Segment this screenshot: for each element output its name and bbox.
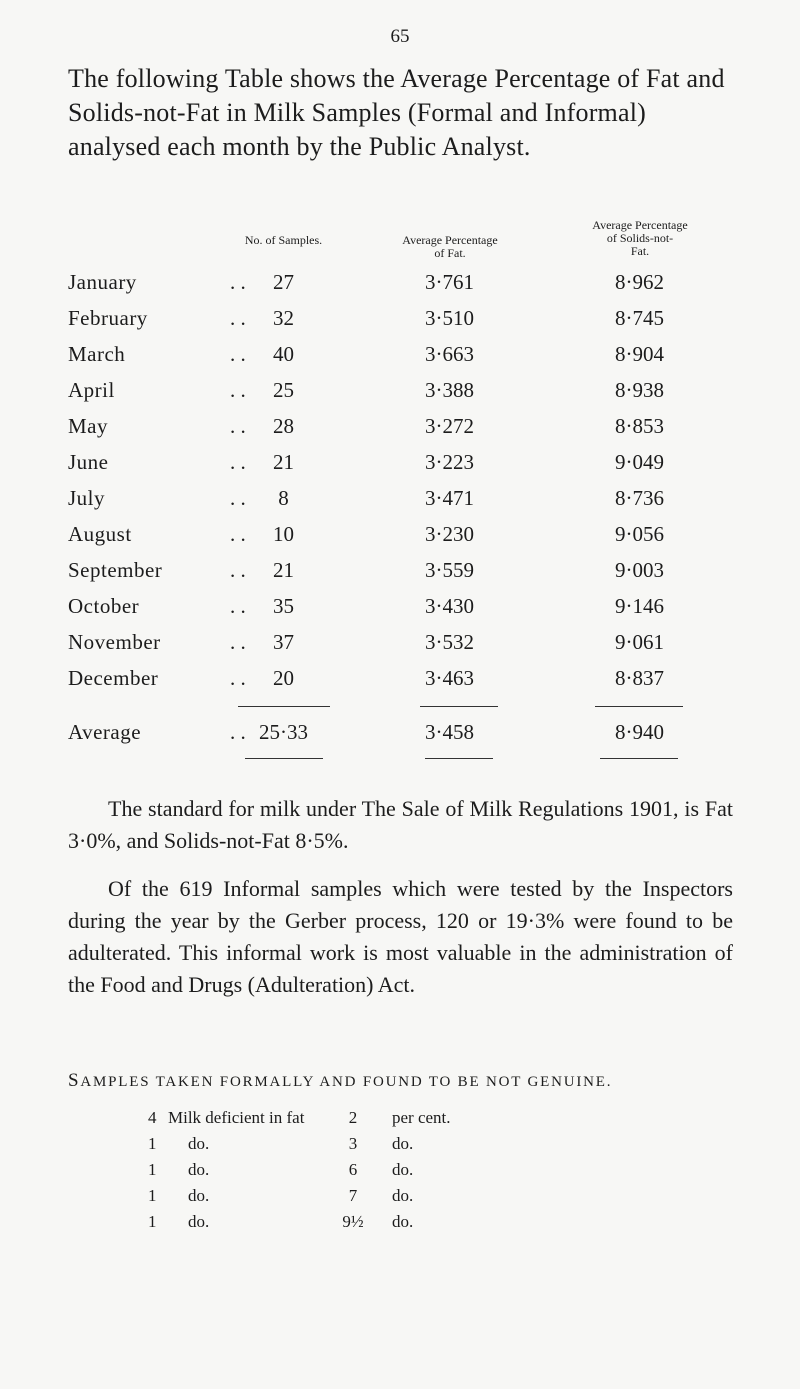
standard-paragraph: The standard for milk under The Sale of Milk Regulations 1901, is Fat 3·0%, and Solids-not-Fat 8·5%. [68,796,733,853]
fat-cell: 3·430 [425,594,474,618]
formal-unit: do. [392,1186,414,1205]
month-cell: June [68,450,109,474]
table-row [0,630,800,660]
samples-cell: 10 [273,522,294,546]
month-cell: April [68,378,115,402]
samples-cell: 21 [273,450,294,474]
fat-cell: 3·230 [425,522,474,546]
samples-cell: 25 [273,378,294,402]
formal-pct: 9½ [342,1212,364,1231]
leader-dots: . . [230,306,246,330]
formal-desc: do. [188,1186,210,1205]
rule-bottom-fat [425,758,493,759]
month-cell: July [68,486,106,510]
leader-dots: . . [230,666,246,690]
formal-desc: do. [188,1160,210,1179]
fat-cell: 3·471 [425,486,474,510]
leader-dots: . . [230,522,246,546]
snf-cell: 8·962 [615,270,664,294]
month-cell: November [68,630,161,654]
snf-cell: 8·736 [615,486,664,510]
snf-cell: 8·837 [615,666,664,690]
snf-cell: 8·745 [615,306,664,330]
formal-unit: per cent. [392,1108,451,1127]
leader-dots: . . [230,450,246,474]
table-row [0,666,800,696]
samples-cell: 21 [273,558,294,582]
average-snf: 8·940 [615,720,664,744]
table-row [0,342,800,372]
table-row [0,414,800,444]
snf-cell: 9·056 [615,522,664,546]
leader-dots: . . [230,270,246,294]
fat-cell: 3·388 [425,378,474,402]
formal-qty: 1 [148,1160,157,1179]
fat-cell: 3·510 [425,306,474,330]
table-row [0,306,800,336]
samples-cell: 37 [273,630,294,654]
samples-cell: 35 [273,594,294,618]
fat-cell: 3·663 [425,342,474,366]
list-item [0,1212,800,1236]
list-item [0,1134,800,1158]
formal-heading-rest: AMPLES TAKEN FORMALLY AND FOUND TO BE NOT GENUINE. [80,1074,613,1090]
formal-qty: 4 [148,1108,157,1127]
leader-dots: . . [230,594,246,618]
fat-cell: 3·761 [425,270,474,294]
average-label: Average [68,720,142,744]
list-item [0,1160,800,1184]
fat-cell: 3·272 [425,414,474,438]
page-number: 65 [390,26,410,47]
formal-desc: Milk deficient in fat [168,1108,305,1127]
formal-pct: 6 [348,1160,358,1179]
samples-cell: 28 [273,414,294,438]
snf-cell: 8·853 [615,414,664,438]
table-row [0,594,800,624]
leader-dots: . . [230,414,246,438]
samples-cell: 8 [278,486,289,510]
table-row [0,270,800,300]
table-row [0,486,800,516]
fat-cell: 3·223 [425,450,474,474]
month-cell: January [68,270,137,294]
month-cell: December [68,666,159,690]
samples-cell: 40 [273,342,294,366]
table-row [0,522,800,552]
average-row [0,720,800,750]
samples-cell: 32 [273,306,294,330]
leader-dots: . . [230,630,246,654]
list-item [0,1186,800,1210]
samples-cell: 20 [273,666,294,690]
fat-cell: 3·532 [425,630,474,654]
average-fat: 3·458 [425,720,474,744]
table-row [0,558,800,588]
header-samples: No. of Samples. [244,233,323,247]
formal-qty: 1 [148,1186,157,1205]
month-cell: August [68,522,132,546]
samples-cell: 27 [273,270,294,294]
snf-cell: 8·938 [615,378,664,402]
snf-cell: 9·146 [615,594,664,618]
table-row [0,450,800,480]
fat-cell: 3·463 [425,666,474,690]
rule-top-fat [420,706,498,707]
formal-unit: do. [392,1212,414,1231]
formal-pct: 3 [348,1134,358,1153]
leader-dots: . . [230,342,246,366]
list-item [0,1108,800,1132]
rule-top-samples [238,706,330,707]
formal-pct: 2 [348,1108,358,1127]
formal-unit: do. [392,1160,414,1179]
rule-top-snf [595,706,683,707]
snf-cell: 9·061 [615,630,664,654]
leader-dots: . . [230,378,246,402]
rule-bottom-samples [245,758,323,759]
header-solids-not-fat: Average Percentage of Solids-not- Fat. [592,218,688,258]
rule-bottom-snf [600,758,678,759]
leader-dots: . . [230,720,246,744]
snf-cell: 9·049 [615,450,664,474]
month-cell: October [68,594,140,618]
formal-qty: 1 [148,1212,157,1231]
formal-desc: do. [188,1134,210,1153]
table-row [0,378,800,408]
formal-heading [68,1070,612,1092]
formal-qty: 1 [148,1134,157,1153]
formal-desc: do. [188,1212,210,1231]
snf-cell: 8·904 [615,342,664,366]
formal-pct: 7 [348,1186,358,1205]
informal-paragraph: Of the 619 Informal samples which were tested by the Inspectors during the year by the Gerber process, 120 or 19·3% were found to be adulterated. This informal work is most valuable in the administration of the Food and Drugs (Adulteration) Act. [68,876,733,997]
month-cell: September [68,558,163,582]
month-cell: February [68,306,148,330]
leader-dots: . . [230,486,246,510]
leader-dots: . . [230,558,246,582]
snf-cell: 9·003 [615,558,664,582]
average-samples: 25·33 [259,720,308,744]
formal-heading-initial: S [68,1070,81,1091]
month-cell: May [68,414,108,438]
formal-unit: do. [392,1134,414,1153]
intro-paragraph: The following Table shows the Average Percentage of Fat and Solids-not-Fat in Milk Samples (Formal and Informal) analysed each month by the Public Analyst. [68,64,725,161]
header-fat: Average Percentage of Fat. [402,233,498,260]
month-cell: March [68,342,126,366]
fat-cell: 3·559 [425,558,474,582]
